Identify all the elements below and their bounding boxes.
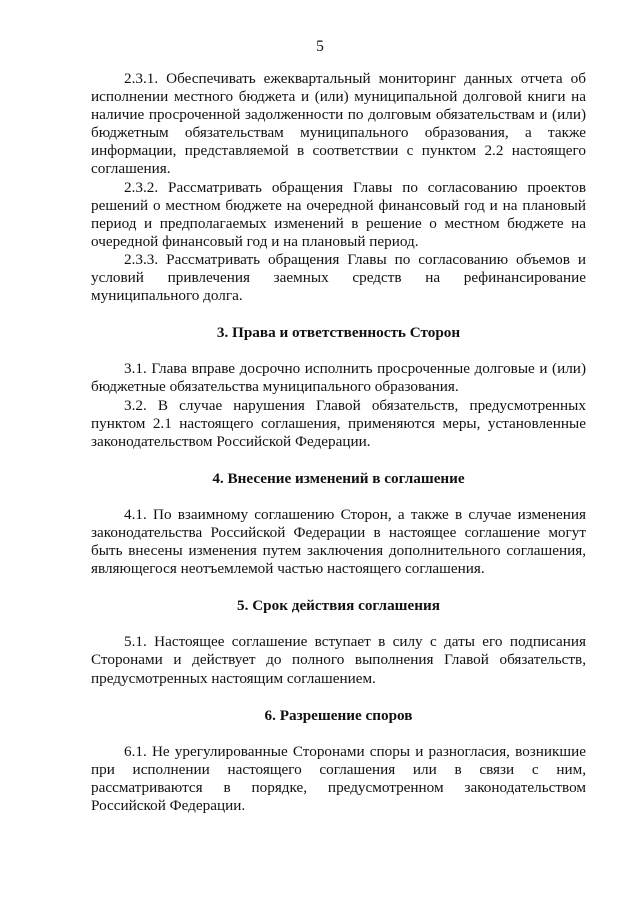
paragraph-2-3-3: 2.3.3. Рассматривать обращения Главы по согласованию объемов и условий привлечения заемных средств на рефинансирование муниципального долга. bbox=[91, 250, 586, 305]
page-number: 5 bbox=[316, 38, 324, 55]
paragraph-3-2: 3.2. В случае нарушения Главой обязательств, предусмотренных пунктом 2.1 настоящего соглашения, применяются меры, установленные законодательством Российской Федерации. bbox=[91, 396, 586, 450]
paragraph-2-3-1: 2.3.1. Обеспечивать ежеквартальный мониторинг данных отчета об исполнении местного бюджета и (или) муниципальной долговой книги на наличие просроченной задолженности по долговым обязательствам и (или) бюджетным обязательствам муниципального образования, а также информации, представляемой в соответствии с пунктом 2.2 настоящего соглашения. bbox=[91, 70, 586, 178]
paragraph-3-1: 3.1. Глава вправе досрочно исполнить просроченные долговые и (или) бюджетные обязательства муниципального образования. bbox=[91, 360, 586, 396]
section-heading-4: 4. Внесение изменений в соглашение bbox=[212, 469, 465, 487]
paragraph-2-3-2: 2.3.2. Рассматривать обращения Главы по согласованию проектов решений о местном бюджете на очередной финансовый год и на плановый период и предполагаемых изменений в решение о местном бюджете на очередной финансовый год и на плановый период. bbox=[91, 178, 586, 250]
paragraph-6-1: 6.1. Не урегулированные Сторонами споры и разногласия, возникшие при исполнении настоящего соглашения или в связи с ним, рассматриваются в порядке, предусмотренном законодательством Российской Федерации. bbox=[91, 742, 586, 814]
section-heading-5: 5. Срок действия соглашения bbox=[237, 597, 440, 615]
paragraph-4-1: 4.1. По взаимному соглашению Сторон, а также в случае изменения законодательства Российской Федерации в настоящее соглашение могут быть внесены изменения путем заключения дополнительного соглашения, являющегося неотъемлемой частью настоящего соглашения. bbox=[91, 505, 586, 578]
paragraph-5-1: 5.1. Настоящее соглашение вступает в силу с даты его подписания Сторонами и действует до полного выполнения Главой обязательств, предусмотренных настоящим соглашением. bbox=[91, 633, 586, 687]
section-heading-6: 6. Разрешение споров bbox=[264, 706, 413, 724]
document-body bbox=[91, 70, 586, 815]
section-heading-3: 3. Права и ответственность Сторон bbox=[216, 324, 461, 342]
